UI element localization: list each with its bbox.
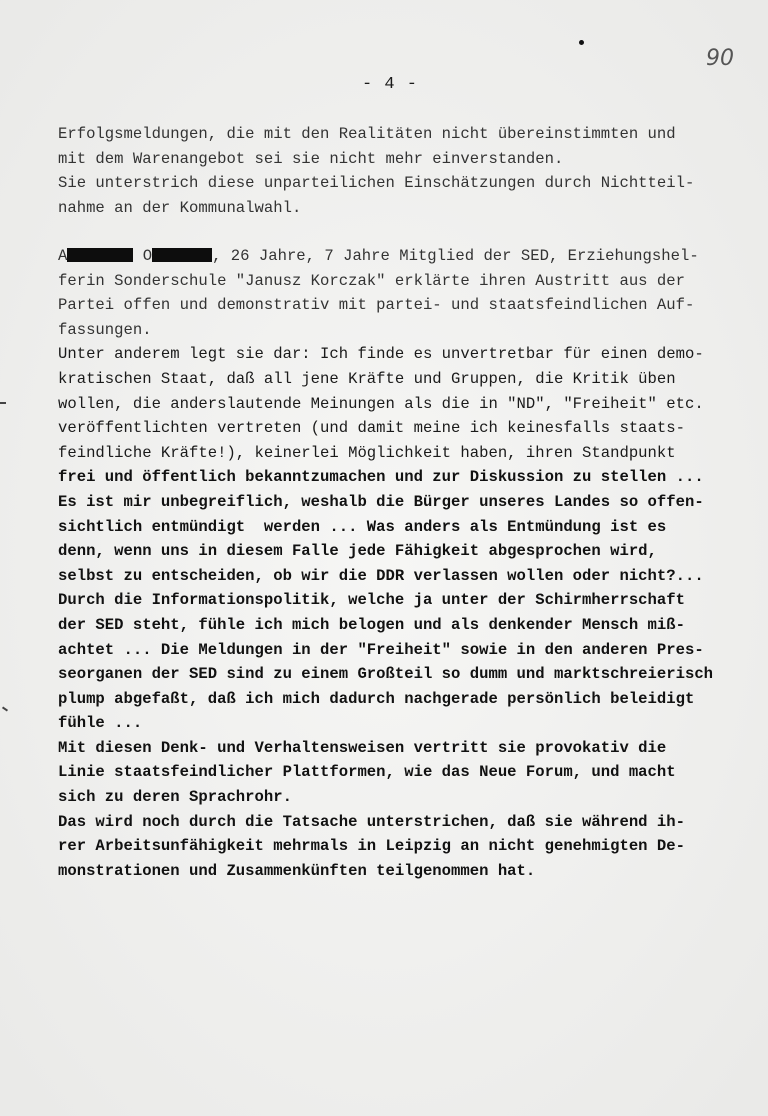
text-line: selbst zu entscheiden, ob wir die DDR verlassen wollen oder nicht?...: [58, 566, 704, 585]
ink-dot-mark: [579, 40, 584, 45]
text-line: der SED steht, fühle ich mich belogen und als denkender Mensch miß-: [58, 615, 685, 634]
text-line: Erfolgsmeldungen, die mit den Realitäten nicht übereinstimmten und: [58, 125, 676, 143]
text-line: monstrationen und Zusammenkünften teilgenommen hat.: [58, 861, 536, 880]
text-line: sich zu deren Sprachrohr.: [58, 788, 292, 807]
text-line: sichtlich entmündigt werden ... Was anders als Entmündung ist es: [58, 517, 667, 536]
text-line-with-redactions: [58, 244, 763, 269]
text-line: Linie staatsfeindlicher Plattformen, wie das Neue Forum, und macht: [58, 763, 676, 782]
margin-mark: [2, 706, 8, 711]
archive-page-number: 90: [706, 46, 734, 71]
text-line: fassungen.: [58, 320, 152, 339]
paragraph-2: [58, 244, 763, 883]
text-line: fühle ...: [58, 714, 143, 733]
text-line: ferin Sonderschule "Janusz Korczak" erklärte ihren Austritt aus der: [58, 271, 685, 290]
margin-mark: [0, 402, 6, 404]
paragraph-1: [58, 122, 763, 220]
text-line: seorganen der SED sind zu einem Großteil so dumm und marktschreierisch: [58, 665, 714, 684]
text-fragment: , 26 Jahre, 7 Jahre Mitglied der SED, Erziehungshel-: [212, 247, 699, 265]
text-line: Partei offen und demonstrativ mit partei- und staatsfeindlichen Auf-: [58, 296, 695, 315]
page-number: - 4 -: [361, 75, 418, 94]
name-initial: O: [142, 247, 153, 265]
text-line: kratischen Staat, daß all jene Kräfte und Gruppen, die Kritik üben: [58, 369, 676, 388]
text-line: achtet ... Die Meldungen in der "Freiheit" sowie in den anderen Pres-: [58, 640, 704, 659]
text-line: denn, wenn uns in diesem Falle jede Fähigkeit abgesprochen wird,: [58, 542, 657, 561]
text-line: wollen, die anderslautende Meinungen als die in "ND", "Freiheit" etc.: [58, 394, 704, 413]
text-line: Unter anderem legt sie dar: Ich finde es unvertretbar für einen demo-: [58, 345, 704, 364]
text-line: Das wird noch durch die Tatsache unterstrichen, daß sie während ih-: [58, 812, 685, 831]
redaction-bar: [67, 248, 133, 262]
text-line: Durch die Informationspolitik, welche ja unter der Schirmherrschaft: [58, 591, 685, 610]
text-line: mit dem Warenangebot sei sie nicht mehr einverstanden.: [58, 149, 564, 168]
name-initial: A: [58, 247, 68, 265]
text-line: frei und öffentlich bekanntzumachen und zur Diskussion zu stellen ...: [58, 468, 704, 487]
text-line: Sie unterstrich diese unparteilichen Einschätzungen durch Nichtteil-: [58, 174, 695, 193]
text-line: nahme an der Kommunalwahl.: [58, 198, 302, 217]
text-line: feindliche Kräfte!), keinerlei Möglichkeit haben, ihren Standpunkt: [58, 443, 676, 462]
text-line: rer Arbeitsunfähigkeit mehrmals in Leipzig an nicht genehmigten De-: [58, 837, 685, 856]
text-line: veröffentlichten vertreten (und damit meine ich keinesfalls staats-: [58, 419, 685, 438]
text-line: Mit diesen Denk- und Verhaltensweisen vertritt sie provokativ die: [58, 738, 667, 757]
redaction-bar: [152, 248, 212, 262]
text-line: plump abgefaßt, daß ich mich dadurch nachgerade persönlich beleidigt: [58, 689, 695, 708]
text-line: Es ist mir unbegreiflich, weshalb die Bürger unseres Landes so offen-: [58, 492, 704, 511]
